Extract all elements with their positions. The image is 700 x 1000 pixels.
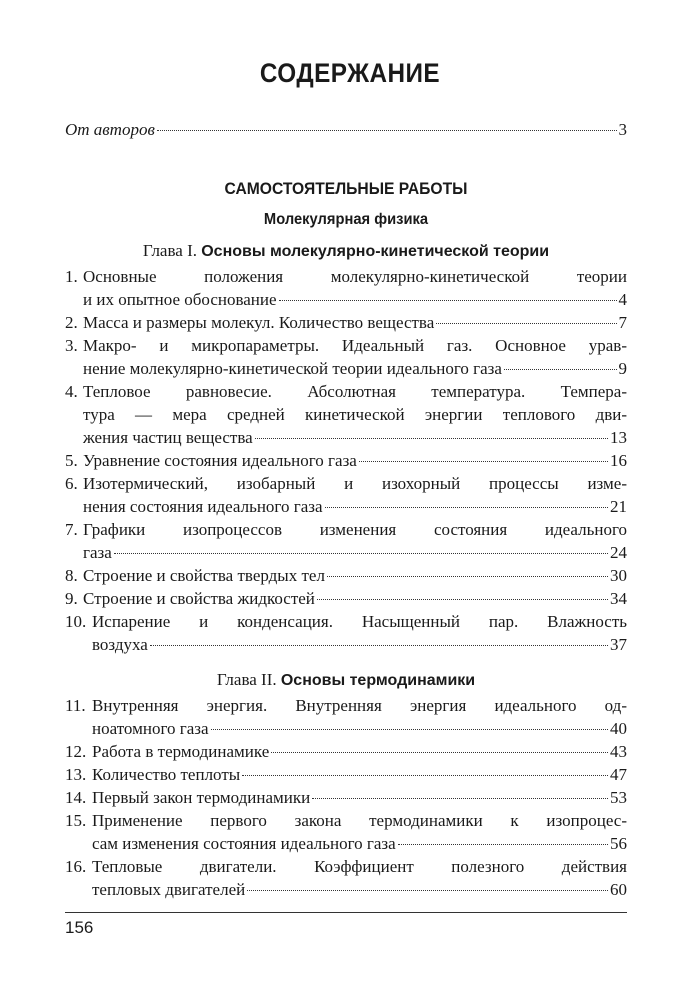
toc-entry[interactable]	[65, 809, 627, 855]
entry-number: 14.	[65, 788, 87, 807]
toc-entry[interactable]	[65, 786, 627, 809]
toc-entry-body	[83, 311, 627, 334]
entry-text-line: воздуха	[92, 635, 148, 654]
leader-dots	[398, 844, 608, 845]
entry-page-number: 7	[618, 313, 627, 332]
entry-page-number: 9	[618, 359, 627, 378]
entry-text-line: и их опытное обоснование	[83, 290, 277, 309]
entry-text-line: жения частиц вещества	[83, 428, 253, 447]
entry-text-line: нение молекулярно-кинетической теории идеального газа	[83, 359, 502, 378]
entry-text-line: Изотермический, изобарный и изохорный процессы изме-	[83, 474, 627, 493]
toc-entry-body	[83, 587, 627, 610]
entry-text-line: Строение и свойства твердых тел	[83, 566, 325, 585]
toc-entry[interactable]	[65, 587, 627, 610]
entry-text-line: тепловых двигателей	[92, 880, 246, 899]
toc-entry[interactable]	[65, 694, 627, 740]
entry-text-line: нения состояния идеального газа	[83, 497, 323, 516]
leader-dots	[436, 323, 616, 324]
toc-entry-body	[83, 472, 627, 518]
toc-entry-body	[83, 380, 627, 449]
leader-dots	[255, 438, 608, 439]
toc-entry-body	[83, 334, 627, 380]
toc-entry-body	[92, 763, 627, 786]
toc-entry[interactable]	[65, 472, 627, 518]
toc-entry-last-line	[83, 587, 627, 610]
entry-text-line: Внутренняя энергия. Внутренняя энергия идеального од-	[92, 696, 627, 715]
entry-page-number: 56	[610, 834, 627, 853]
entry-text-line: Уравнение состояния идеального газа	[83, 451, 357, 470]
entry-number: 15.	[65, 811, 87, 830]
toc-entry-last-line	[92, 717, 627, 740]
toc-entry-last-line	[83, 311, 627, 334]
entry-number: 6.	[65, 474, 78, 493]
entry-number: 16.	[65, 857, 87, 876]
entry-page-number: 24	[610, 543, 627, 562]
leader-dots	[325, 507, 609, 508]
entry-number: 13.	[65, 765, 87, 784]
leader-dots	[359, 461, 608, 462]
entry-text-line: Первый закон термодинамики	[92, 788, 311, 807]
entry-text-line: Графики изопроцессов изменения состояния идеального	[83, 520, 627, 539]
toc-entry-last-line	[83, 357, 627, 380]
entry-text-line: газа	[83, 543, 112, 562]
leader-dots	[247, 890, 608, 891]
toc-entry-last-line	[83, 449, 627, 472]
entry-page-number: 21	[610, 497, 627, 516]
entry-page-number: 30	[610, 566, 627, 585]
entry-number: 11.	[65, 696, 86, 715]
toc-entry[interactable]	[65, 265, 627, 311]
toc-entry-last-line	[83, 288, 627, 311]
toc-entry-body	[92, 809, 627, 855]
leader-dots	[317, 599, 608, 600]
toc-entry[interactable]	[65, 763, 627, 786]
toc-entry-body	[83, 564, 627, 587]
entry-text-line: Испарение и конденсация. Насыщенный пар. Влажность	[92, 612, 627, 631]
entry-page-number: 13	[610, 428, 627, 447]
entry-text-line: Тепловые двигатели. Коэффициент полезного действия	[92, 857, 627, 876]
toc-entry-body	[65, 118, 627, 141]
intro-label: От авторов	[65, 120, 155, 139]
toc-entry-last-line	[92, 633, 627, 656]
entry-text-line: Работа в термодинамике	[92, 742, 270, 761]
toc-entry-last-line	[92, 832, 627, 855]
toc-entry-body	[92, 740, 627, 763]
leader-dots	[150, 645, 608, 646]
folio-page-number: 156	[65, 918, 94, 937]
leader-dots	[157, 130, 617, 131]
entry-text-line: тура — мера средней кинетической энергии теплового дви-	[83, 405, 627, 424]
entry-text-line: ноатомного газа	[92, 719, 209, 738]
entry-number: 7.	[65, 520, 78, 539]
chapter-name: Основы термодинамики	[280, 672, 476, 689]
toc-entry-body	[92, 855, 627, 901]
entry-page-number: 34	[610, 589, 627, 608]
section-heading: САМОСТОЯТЕЛЬНЫЕ РАБОТЫ	[224, 179, 468, 198]
toc-entry[interactable]	[65, 740, 627, 763]
intro-page-number: 3	[618, 120, 627, 139]
entry-page-number: 16	[610, 451, 627, 470]
chapter-heading	[65, 239, 627, 263]
entry-text-line: Основные положения молекулярно-кинетической теории	[83, 267, 627, 286]
toc-entry-intro[interactable]	[65, 118, 627, 141]
leader-dots	[279, 300, 617, 301]
entry-number: 4.	[65, 382, 78, 401]
entry-page-number: 47	[610, 765, 627, 784]
entry-text-line: сам изменения состояния идеального газа	[92, 834, 396, 853]
toc-entry-body	[83, 265, 627, 311]
leader-dots	[271, 752, 608, 753]
toc-entry-last-line	[92, 763, 627, 786]
entry-page-number: 60	[610, 880, 627, 899]
toc-entry-last-line	[92, 786, 627, 809]
toc-entry-last-line	[83, 541, 627, 564]
leader-dots	[242, 775, 608, 776]
entry-number: 5.	[65, 451, 78, 470]
toc-entry-body	[83, 518, 627, 564]
entry-number: 8.	[65, 566, 78, 585]
toc-entry-body	[92, 610, 627, 656]
chapter-heading	[65, 668, 627, 692]
toc-entry-body	[83, 449, 627, 472]
chapter-prefix: Глава I.	[142, 241, 197, 260]
leader-dots	[504, 369, 617, 370]
entry-text-line: Строение и свойства жидкостей	[83, 589, 315, 608]
entry-page-number: 43	[610, 742, 627, 761]
entry-page-number: 4	[618, 290, 627, 309]
leader-dots	[114, 553, 608, 554]
toc-entry-last-line	[92, 878, 627, 901]
toc-entry-last-line	[92, 740, 627, 763]
entry-number: 3.	[65, 336, 78, 355]
toc-entry-body	[92, 786, 627, 809]
entry-number: 9.	[65, 589, 78, 608]
toc-entry-last-line	[83, 426, 627, 449]
chapter-prefix: Глава II.	[216, 670, 277, 689]
toc-entry[interactable]	[65, 380, 627, 449]
page-title: СОДЕРЖАНИЕ	[259, 58, 441, 88]
chapters-container	[65, 239, 627, 901]
entry-page-number: 53	[610, 788, 627, 807]
entry-text-line: Масса и размеры молекул. Количество вещества	[83, 313, 435, 332]
entry-page-number: 37	[610, 635, 627, 654]
entry-text-line: Количество теплоты	[92, 765, 241, 784]
leader-dots	[327, 576, 608, 577]
entry-number: 1.	[65, 267, 78, 286]
toc-entry[interactable]	[65, 855, 627, 901]
toc-entry-last-line	[83, 495, 627, 518]
entry-text-line: Применение первого закона термодинамики к изопроцес-	[92, 811, 627, 830]
entry-page-number: 40	[610, 719, 627, 738]
footer-rule	[65, 912, 627, 913]
entry-text-line: Тепловое равновесие. Абсолютная температура. Темпера-	[83, 382, 627, 401]
toc-entry[interactable]	[65, 311, 627, 334]
entry-number: 12.	[65, 742, 87, 761]
toc-entry[interactable]	[65, 449, 627, 472]
toc-entry-body	[92, 694, 627, 740]
toc-entry[interactable]	[65, 564, 627, 587]
chapter-name: Основы молекулярно-кинетической теории	[201, 243, 550, 260]
leader-dots	[211, 729, 608, 730]
subsection-heading: Молекулярная физика	[263, 211, 429, 228]
toc-entry[interactable]	[65, 518, 627, 564]
toc-entry[interactable]	[65, 610, 627, 656]
entry-number: 2.	[65, 313, 78, 332]
toc-entry-last-line	[65, 118, 627, 141]
entry-text-line: Макро- и микропараметры. Идеальный газ. Основное урав-	[83, 336, 627, 355]
entry-number: 10.	[65, 612, 87, 631]
table-of-contents	[65, 118, 627, 901]
leader-dots	[312, 798, 608, 799]
toc-entry[interactable]	[65, 334, 627, 380]
toc-entry-last-line	[83, 564, 627, 587]
